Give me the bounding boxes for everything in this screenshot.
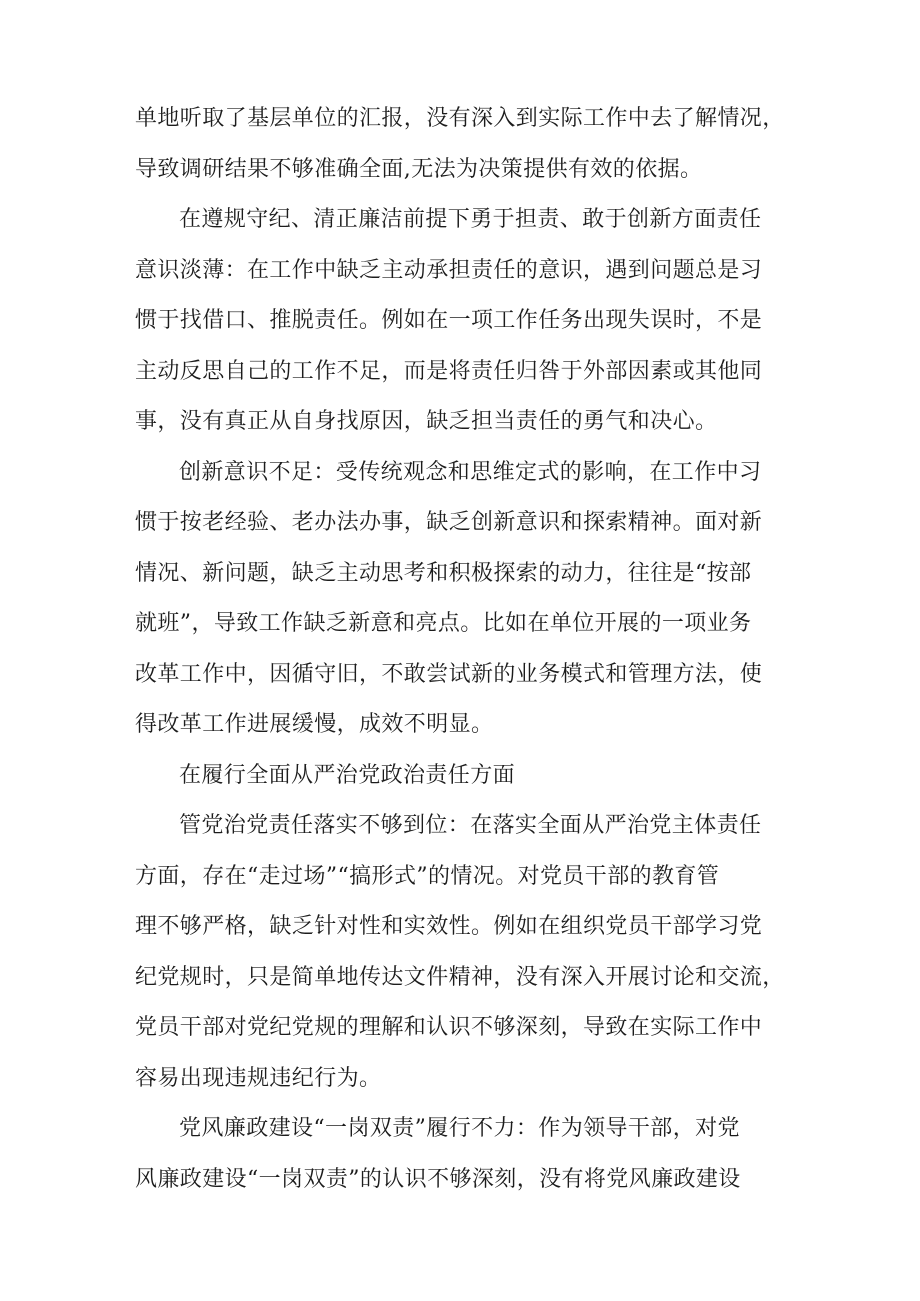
text-line: 意识淡薄：在工作中缺乏主动承担责任的意识，遇到问题总是习 bbox=[135, 257, 763, 283]
paragraph-start-line: 党风廉政建设“一岗双责”履行不力：作为领导干部，对党 bbox=[179, 1116, 740, 1141]
text-line: 主动反思自己的工作不足，而是将责任归咎于外部因素或其他同 bbox=[135, 358, 763, 384]
text-line: 风廉政建设“一岗双责”的认识不够深刻，没有将党风廉政建设 bbox=[135, 1166, 741, 1192]
paragraph-start-line: 管党治党责任落实不够到位：在落实全面从严治党主体责任 bbox=[179, 813, 762, 838]
text-line: 导致调研结果不够准确全面,无法为决策提供有效的依据。 bbox=[135, 156, 703, 182]
text-line: 改革工作中，因循守旧，不敢尝试新的业务模式和管理方法，使 bbox=[135, 661, 763, 687]
paragraph-start-line: 创新意识不足：受传统观念和思维定式的影响，在工作中习 bbox=[179, 459, 762, 485]
text-line: 得改革工作进展缓慢，成效不明显。 bbox=[135, 712, 494, 737]
text-line: 单地听取了基层单位的汇报，没有深入到实际工作中去了解情况， bbox=[135, 106, 785, 131]
section-heading: 在履行全面从严治党政治责任方面 bbox=[179, 762, 516, 788]
text-line: 事，没有真正从自身找原因，缺乏担当责任的勇气和决心。 bbox=[135, 409, 718, 434]
text-line: 理不够严格，缺乏针对性和实效性。例如在组织党员干部学习党 bbox=[135, 914, 763, 939]
text-line: 容易出现违规违纪行为。 bbox=[135, 1065, 382, 1091]
text-line: 方面，存在“走过场”“搞形式”的情况。对党员干部的教育管 bbox=[135, 863, 720, 889]
text-line: 情况、新问题，缺乏主动思考和积极探索的动力，往往是“按部 bbox=[135, 560, 752, 586]
text-line: 就班”，导致工作缺乏新意和亮点。比如在单位开展的一项业务 bbox=[135, 611, 752, 636]
text-line: 惯于按老经验、老办法办事，缺乏创新意识和探索精神。面对新 bbox=[135, 510, 763, 535]
text-line: 纪党规时，只是简单地传达文件精神，没有深入开展讨论和交流， bbox=[135, 964, 785, 990]
body-text bbox=[135, 94, 795, 1205]
text-line: 党员干部对党纪党规的理解和认识不够深刻，导致在实际工作中 bbox=[135, 1015, 763, 1040]
text-line: 惯于找借口、推脱责任。例如在一项工作任务出现失误时，不是 bbox=[135, 308, 763, 333]
paragraph-start-line: 在遵规守纪、清正廉洁前提下勇于担责、敢于创新方面责任 bbox=[179, 207, 762, 232]
